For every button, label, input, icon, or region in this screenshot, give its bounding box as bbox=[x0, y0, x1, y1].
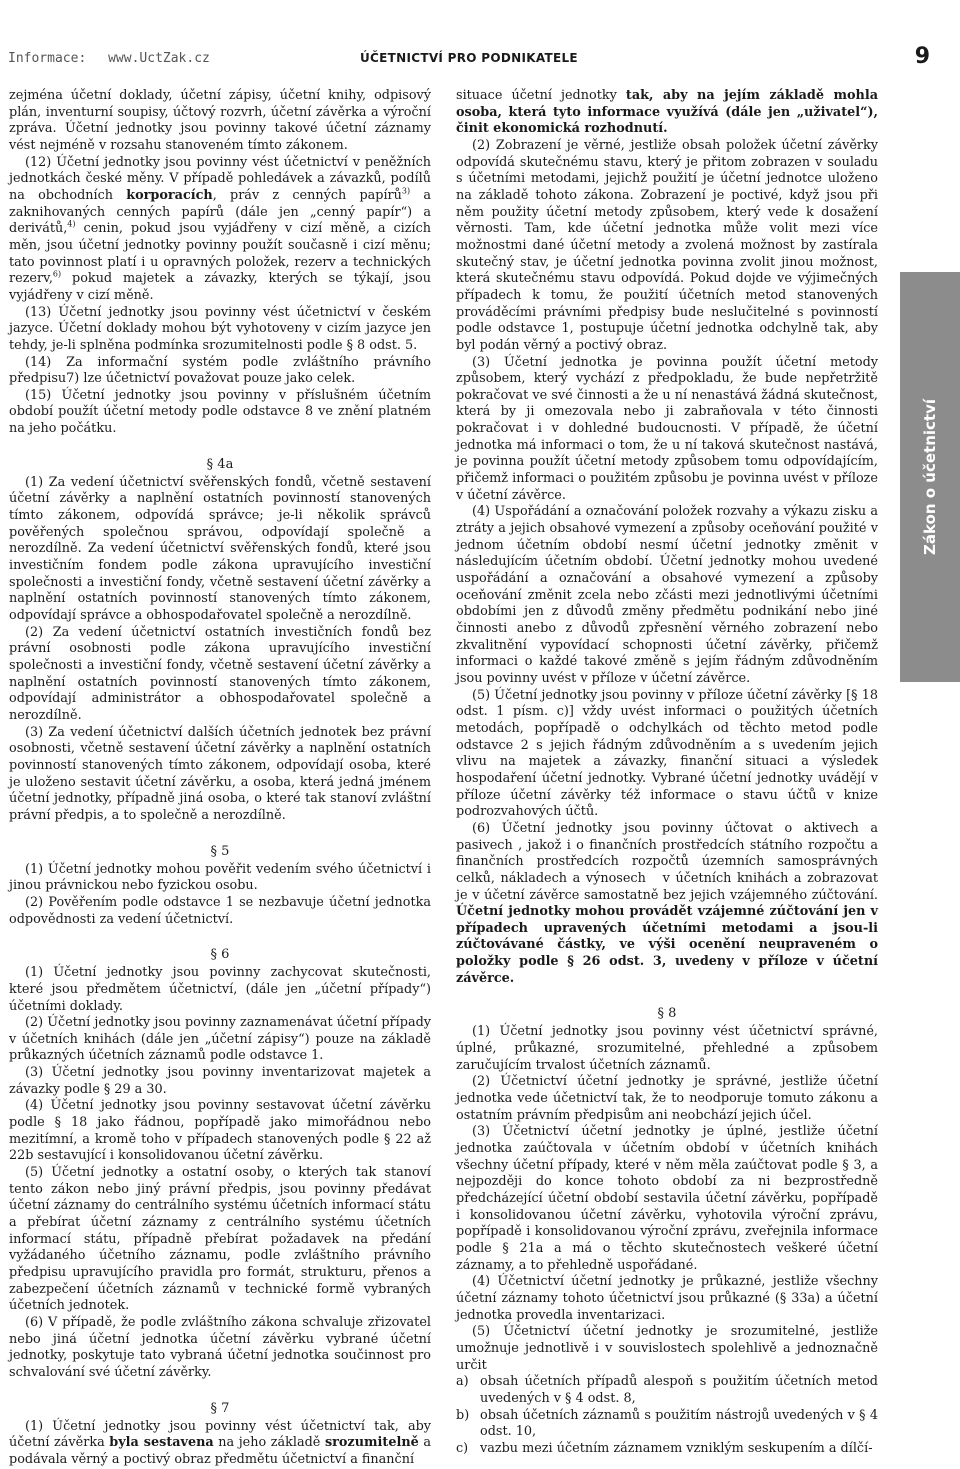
left-text-column bbox=[9, 88, 431, 1469]
page-header bbox=[0, 0, 960, 70]
paragraph: (2) Účetní jednotky jsou povinny zaznamenávat účetní případy v účetních knihách (dále jen „účetní zápisy“) pouze na základě průkazných účetních záznamů podle odstavce 1. bbox=[9, 1015, 431, 1064]
list-item bbox=[456, 1374, 878, 1407]
paragraph: (2) Zobrazení je věrné, jestliže obsah položek účetní závěrky odpovídá skutečnému stavu, který je přitom zobrazen v souladu s účetními metodami, jejichž použití je účetní jednotce uloženo na základě tohoto zákona. Zobrazení je poctivé, když jsou při něm použity účetní metody způsobem, který vede k dosažení věrnosti. Tam, kde účetní jednotka může volit mezi více možnostmi dané účetní metody a zvolená možnost by zastírala skutečný stav, je účetní jednotka povinna zvolit jinou možnost, která skutečnému stavu odpovídá. Pokud dojde ve výjimečných případech k tomu, že použití účetních metod stanovených prováděcími právními předpisy bude neslučitelné s povinností podle odstavce 1, postupuje účetní jednotka odchylně tak, aby byl podán věrný a poctivý obraz. bbox=[456, 137, 878, 353]
paragraph: (6) V případě, že podle zvláštního zákona schvaluje zřizovatel nebo jiná účetní jednotka účetní závěrku vybrané účetní jednotky, poskytuje tato vybraná účetní jednotka součinnost pro schvalování své účetní závěrky. bbox=[9, 1314, 431, 1380]
section-heading: § 7 bbox=[210, 1400, 230, 1416]
publication-title: ÚČETNICTVÍ PRO PODNIKATELE bbox=[360, 51, 578, 65]
list-item bbox=[456, 1441, 878, 1458]
section-side-tab-label: Zákon o účetnictví bbox=[921, 398, 939, 556]
paragraph: situace účetní jednotky tak, aby na jejím základě mohla osoba, která tyto informace využívá (dále jen „uživatel“), činit ekonomická rozhodnutí. bbox=[456, 88, 879, 137]
list-item-text: obsah účetních případů alespoň s použitím účetních metod uvedených v § 4 odst. 8, bbox=[480, 1374, 878, 1406]
header-info bbox=[8, 51, 224, 66]
paragraph: (5) Účetnictví účetní jednotky je srozumitelné, jestliže umožnuje jednotlivě i v souvislostech spolehlivě a jednoznačně určit bbox=[456, 1324, 878, 1373]
list-item-text: obsah účetních záznamů s použitím nástrojů uvedených v § 4 odst. 10, bbox=[480, 1407, 878, 1440]
paragraph: (1) Za vedení účetnictví svěřenských fondů, včetně sestavení účetní závěrky a naplnění ostatních povinností stanovených tímto zákonem, odpovídá správce; je-li několik správců pověřených společnou správou, odpovídají společně a nerozdílně. Za vedení účetnictví svěřenských fondů, které jsou investičním fondem podle zákona upravujícího investiční společnosti a investiční fondy, včetně sestavení účetní závěrky a naplnění ostatních povinností stanovených tímto zákonem, odpovídají správce a obhospodařovatel společně a nerozdílně. bbox=[9, 474, 431, 624]
right-text-column bbox=[456, 88, 878, 1458]
paragraph: (1) Účetní jednotky mohou pověřit vedením svého účetnictví i jinou právnickou nebo fyzickou osobu. bbox=[9, 861, 431, 894]
paragraph: (3) Účetní jednotka je povinna použít účetní metody způsobem, který vychází z předpokladu, že bude nepřetržitě pokračovat ve své činnosti a že u ní nenastává žádná skutečnost, která by ji omezovala nebo ji zabraňovala v této činnosti pokračovat i v dohledné budoucnosti. V případě, že účetní jednotka má informaci o tom, že u ní taková skutečnost nastává, je povinna použít účetní metody způsobem tomu odpovídajícím, přičemž informaci o použitém způsobu je povinna uvést v příloze v účetní závěrce. bbox=[456, 354, 878, 503]
paragraph: (13) Účetní jednotky jsou povinny vést účetnictví v českém jazyce. Účetní doklady mohou být vyhotoveny v cizím jazyce jen tehdy, je-li splněna podmínka srozumitelnosti podle § 8 odst. 5. bbox=[9, 304, 431, 353]
section-heading: § 5 bbox=[210, 843, 230, 859]
section-side-tab bbox=[900, 272, 960, 682]
paragraph: (14) Za informační systém podle zvláštního právního předpisu7) lze účetnictví považovat pouze jako celek. bbox=[9, 354, 431, 387]
paragraph: (1) Účetní jednotky jsou povinny zachycovat skutečnosti, které jsou předmětem účetnictví, (dále jen „účetní případy“) účetními doklady. bbox=[9, 965, 431, 1014]
paragraph: (3) Účetní jednotky jsou povinny inventarizovat majetek a závazky podle § 29 a 30. bbox=[9, 1065, 431, 1097]
paragraph: (1) Účetní jednotky jsou povinny vést účetnictví tak, aby účetní závěrka byla sestavena na jeho základě srozumitelně a podávala věrný a poctivý obraz předmětu účetnictví a finanční bbox=[9, 1418, 431, 1467]
paragraph: (1) Účetní jednotky jsou povinny vést účetnictví správné, úplné, průkazné, srozumitelné, přehledné a způsobem zaručujícím trvalost účetních záznamů. bbox=[456, 1024, 878, 1073]
section-heading: § 4a bbox=[206, 456, 234, 472]
section-heading: § 8 bbox=[657, 1006, 677, 1022]
paragraph: (2) Účetnictví účetní jednotky je správné, jestliže účetní jednotka vede účetnictví tak, že to neodporuje tomuto zákonu a ostatním právním předpisům ani neobchází jejich účel. bbox=[456, 1074, 878, 1123]
paragraph: (5) Účetní jednotky jsou povinny v příloze účetní závěrky [§ 18 odst. 1 písm. c)] vždy uvést informaci o použitých účetních metodách, popřípadě o odchylkách od těchto metod podle odstavce 2 s jejich řádným zdůvodněním a s uvedením jejich vlivu na majetek a závazky, finanční situaci a výsledek hospodaření účetní jednotky. Vybrané účetní jednotky uvádějí v příloze účetní závěrky též informace o stavu účtů v knize podrozvahových účtů. bbox=[456, 687, 878, 820]
paragraph: (15) Účetní jednotky jsou povinny v příslušném účetním období použít účetní metody podle odstavce 8 ve znění platném na jeho počátku. bbox=[9, 387, 431, 437]
paragraph: (5) Účetní jednotky a ostatní osoby, o kterých tak stanoví tento zákon nebo jiný právní předpis, jsou povinny předávat účetní záznamy do centrálního systému účetních informací státu a přebírat účetní záznamy z centrálního systému účetních informací státu, případně přebírat požadavek na předání vyžádaného účetního záznamu, podle zvláštního právního předpisu upravujícího pravidla pro formát, strukturu, přenos a zabezpečení účetních záznamů v technické formě vybraných účetních jednotek. bbox=[9, 1165, 431, 1314]
list-item-text: vazbu mezi účetním záznamem vzniklým seskupením a dílčí- bbox=[480, 1440, 873, 1456]
info-label: Informace: bbox=[8, 51, 87, 66]
page-number: 9 bbox=[914, 44, 930, 69]
list-item bbox=[456, 1408, 878, 1441]
paragraph: (4) Účetnictví účetní jednotky je průkazné, jestliže všechny účetní záznamy tohoto účetnictví jsou průkazné (§ 33a) a účetní jednotka provedla inventarizaci. bbox=[456, 1274, 878, 1323]
paragraph: (3) Za vedení účetnictví dalších účetních jednotek bez právní osobnosti, včetně sestavení účetní závěrky a naplnění ostatních povinností stanovených tímto zákonem, odpovídají osoba, které je uloženo sestavit účetní závěrku, a osoba, která jedná jménem účetní jednotky, případně jiná osoba, o které tak stanoví zvláštní právní předpis, a to společně a nerozdílně. bbox=[9, 724, 431, 823]
paragraph: (2) Za vedení účetnictví ostatních investičních fondů bez právní osobnosti podle zákona upravujícího investiční společnosti a investiční fondy, včetně sestavení účetní závěrky a naplnění ostatních povinností stanovených tímto zákonem, odpovídají administrátor a obhospodařovatel společně a nerozdílně. bbox=[9, 624, 431, 723]
paragraph: (6) Účetní jednotky jsou povinny účtovat o aktivech a pasivech , jakož i o finančních prostředcích státního rozpočtu a finančních prostředcích rozpočtů územních samosprávných celků, nákladech a výnosech v účetních knihách a zobrazovat je v účetní závěrce samostatně bez jejich vzájemného zúčtování. Účetní jednotky mohou provádět vzájemné zúčtování jen v případech upravených účetními metodami a jsou-li zúčtovávané částky, ve výši ocenění neupraveném o položky podle § 26 odst. 3, uvedeny v příloze v účetní závěrce. bbox=[456, 820, 878, 986]
paragraph: (4) Účetní jednotky jsou povinny sestavovat účetní závěrku podle § 18 jako řádnou, popřípadě jako mimořádnou nebo mezitímní, a kromě toho v případech stanovených podle § 22 až 22b sestavující i konsolidovanou účetní závěrku. bbox=[9, 1098, 431, 1164]
paragraph: (4) Uspořádání a označování položek rozvahy a výkazu zisku a ztráty a jejich obsahové vymezení a způsoby oceňování použité v jednom účetním období nesmí účetní jednotky změnit v následujícím účetním období. Účetní jednotky mohou uvedené uspořádání a označování a obsahové vymezení a způsoby oceňování změnit zcela nebo zčásti mezi jednotlivými účetními obdobími jen z důvodů změny předmětu podnikání nebo jiné činnosti anebo z důvodů zpřesnění věrného zobrazení nebo zkvalitnění vypovídací schopnosti účetní závěrky, přičemž informaci o každé takové změně s jejím řádným zdůvodněním jsou povinny uvést v příloze v účetní závěrce. bbox=[456, 504, 878, 686]
list-item-marker: b) bbox=[456, 1407, 470, 1423]
paragraph: (3) Účetnictví účetní jednotky je úplné, jestliže účetní jednotka zaúčtovala v účetním období v účetních knihách všechny účetní případy, které v něm měla zaúčtovat podle § 3, a nejpozději do konce tohoto období za ni bezprostředně předcházející účetní období sestavila účetní závěrku, popřípadě i konsolidovanou účetní závěrku, vyhotovila výroční zprávu, popřípadě i konsolidovanou výroční zprávu, zveřejnila informace podle § 21a a má o těchto skutečnostech veškeré účetní záznamy, a to přehledně uspořádané. bbox=[456, 1124, 878, 1273]
list-item-marker: c) bbox=[456, 1440, 469, 1456]
paragraph: (12) Účetní jednotky jsou povinny vést účetnictví v peněžních jednotkách české měny. V případě pohledávek a závazků, podílů na obchodních korporacích, práv z cenných papírů$^{3)}$ a zaknihovaných cenných papírů (dále jen „cenný papír“) a derivátů,$^{4)}$ cenin, pokud jsou vyjádřeny v cizí měně, a cizích měn, jsou účetní jednotky povinny použít současně i cizí měnu; tato povinnost platí i u opravných položek, rezerv a technických rezerv,$^{6)}$ pokud majetek a závazky, kterých se týkají, jsou vyjádřeny v cizí měně. bbox=[9, 154, 431, 303]
list-item-marker: a) bbox=[456, 1374, 469, 1390]
website-link[interactable]: www.UctZak.cz bbox=[108, 51, 210, 66]
paragraph: (2) Pověřením podle odstavce 1 se nezbavuje účetní jednotka odpovědnosti za vedení účetnictví. bbox=[9, 894, 431, 927]
paragraph: zejména účetní doklady, účetní zápisy, účetní knihy, odpisový plán, inventurní soupisy, účtový rozvrh, účetní závěrka a výroční zpráva. Účetní jednotky jsou povinny takové účetní záznamy vést nejméně v rozsahu stanoveném tímto zákonem. bbox=[9, 88, 431, 153]
section-heading: § 6 bbox=[210, 947, 230, 963]
